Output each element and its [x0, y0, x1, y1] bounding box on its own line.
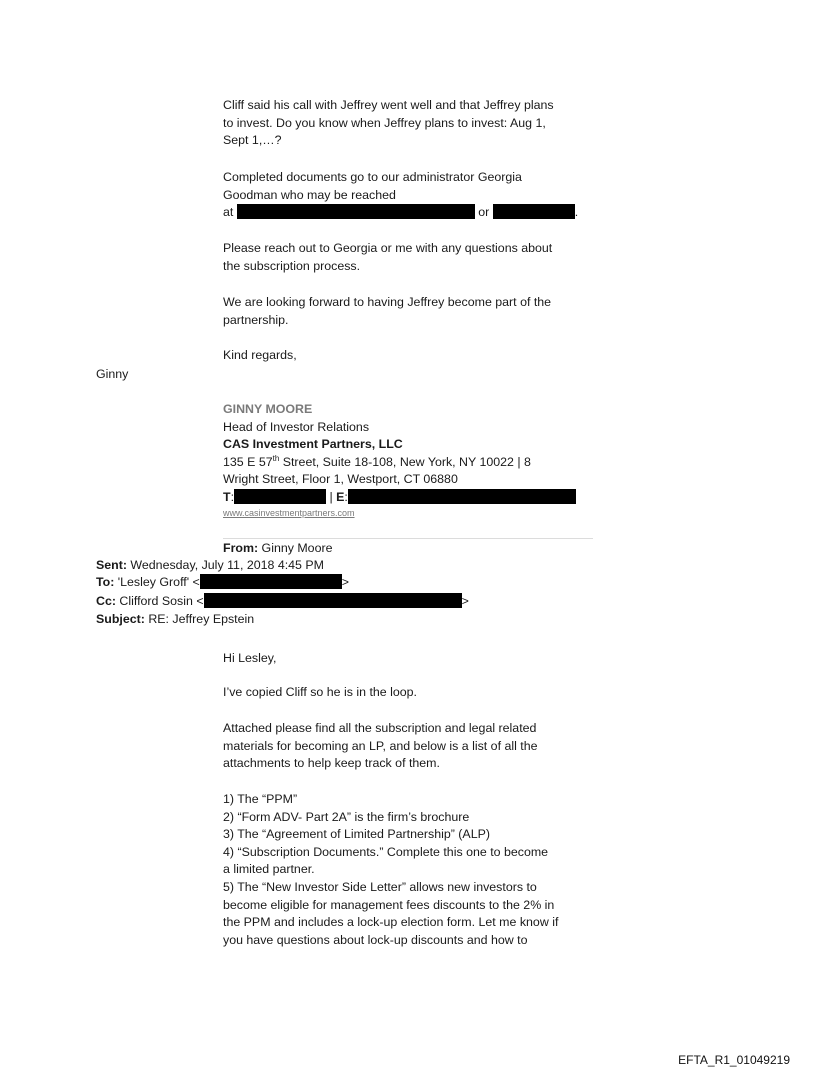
to-label: To: [96, 575, 115, 589]
colon: : [344, 489, 348, 504]
signature-name: GINNY MOORE [223, 402, 313, 416]
sent-value: Wednesday, July 11, 2018 4:45 PM [126, 558, 324, 572]
sent-label: Sent: [96, 558, 127, 572]
list-item: 3) The “Agreement of Limited Partnership” (ALP) [223, 827, 490, 842]
signature-address-line1 [223, 454, 603, 472]
redaction-box [204, 593, 462, 608]
colon: : [230, 489, 235, 504]
list-item: 1) The “PPM” [223, 792, 298, 806]
text-line: to invest. Do you know when Jeffrey plans to invest: Aug 1, [223, 115, 546, 130]
cc-value: Clifford Sosin < [115, 594, 204, 608]
email-label: E [336, 489, 345, 504]
redaction-box [234, 489, 326, 504]
list-item: become eligible for management fees discounts to the 2% in [223, 897, 555, 912]
greeting: Hi Lesley, [223, 651, 277, 665]
cc-label: Cc: [96, 594, 116, 608]
text-line: the subscription process. [223, 258, 361, 273]
subject-value: RE: Jeffrey Epstein [144, 612, 255, 626]
text-line: partnership. [223, 312, 289, 327]
or-text: or [478, 205, 490, 220]
list-item: a limited partner. [223, 862, 315, 877]
text-line: attachments to help keep track of them. [223, 756, 440, 771]
header-subject [96, 611, 254, 629]
to-value: 'Lesley Groff' < [114, 575, 200, 589]
cc-end: > [461, 594, 469, 608]
paragraph-administrator [223, 169, 603, 222]
text-line: Cliff said his call with Jeffrey went well and that Jeffrey plans [223, 98, 554, 112]
from-label: From: [223, 541, 259, 555]
text-line: Goodman who may be reached [223, 187, 396, 202]
period-text: . [574, 205, 579, 220]
subject-label: Subject: [96, 612, 145, 626]
text-line-contact [223, 204, 603, 222]
list-item: the PPM and includes a lock-up election form. Let me know if [223, 915, 559, 930]
signature-company: CAS Investment Partners, LLC [223, 437, 403, 452]
redaction-box [200, 574, 342, 589]
list-item: 5) The “New Investor Side Letter” allows new investors to [223, 879, 537, 894]
at-text: at [223, 205, 234, 220]
header-cc [96, 593, 469, 611]
website-link[interactable]: www.casinvestmentpartners.com [223, 507, 355, 518]
paragraph-invest-question [223, 97, 603, 150]
signature-title: Head of Investor Relations [223, 419, 370, 434]
text-line: Please reach out to Georgia or me with any questions about [223, 241, 553, 255]
list-item: 4) “Subscription Documents.” Complete this one to become [223, 844, 549, 859]
signature-contact-line [223, 489, 603, 507]
paragraph-looking-forward [223, 294, 603, 329]
text-line: Completed documents go to our administrator Georgia [223, 170, 522, 184]
redaction-box [348, 489, 576, 504]
header-sent [96, 557, 324, 575]
text-line: We are looking forward to having Jeffrey become part of the [223, 295, 552, 309]
list-item: 2) “Form ADV- Part 2A” is the firm’s brochure [223, 809, 470, 824]
bates-number: EFTA_R1_01049219 [678, 1053, 790, 1067]
redaction-box [493, 204, 575, 219]
paragraph-copied: I’ve copied Cliff so he is in the loop. [223, 685, 418, 699]
address-part: 135 E 57 [223, 454, 273, 469]
text-line: Sept 1,…? [223, 133, 282, 148]
divider [223, 538, 593, 539]
header-from [223, 540, 603, 558]
text-line: materials for becoming an LP, and below is a list of all the [223, 738, 538, 753]
sign-first-name: Ginny [96, 367, 129, 381]
address-part: Street, Suite 18-108, New York, NY 10022 | 8 [279, 454, 531, 469]
paragraph-reach-out [223, 240, 603, 275]
text-line: Attached please find all the subscription and legal related [223, 721, 537, 735]
header-to [96, 574, 349, 592]
signature-block [223, 401, 603, 519]
from-value: Ginny Moore [258, 541, 333, 555]
address-superscript: th [272, 453, 280, 463]
signature-address-line2: Wright Street, Floor 1, Westport, CT 06880 [223, 472, 458, 487]
separator: | [326, 489, 337, 504]
phone-label: T [223, 489, 231, 504]
attachment-list [223, 791, 603, 949]
redaction-box [237, 204, 475, 219]
paragraph-attached [223, 720, 603, 773]
list-item: you have questions about lock-up discounts and how to [223, 932, 528, 947]
to-end: > [341, 575, 350, 589]
closing: Kind regards, [223, 348, 297, 362]
